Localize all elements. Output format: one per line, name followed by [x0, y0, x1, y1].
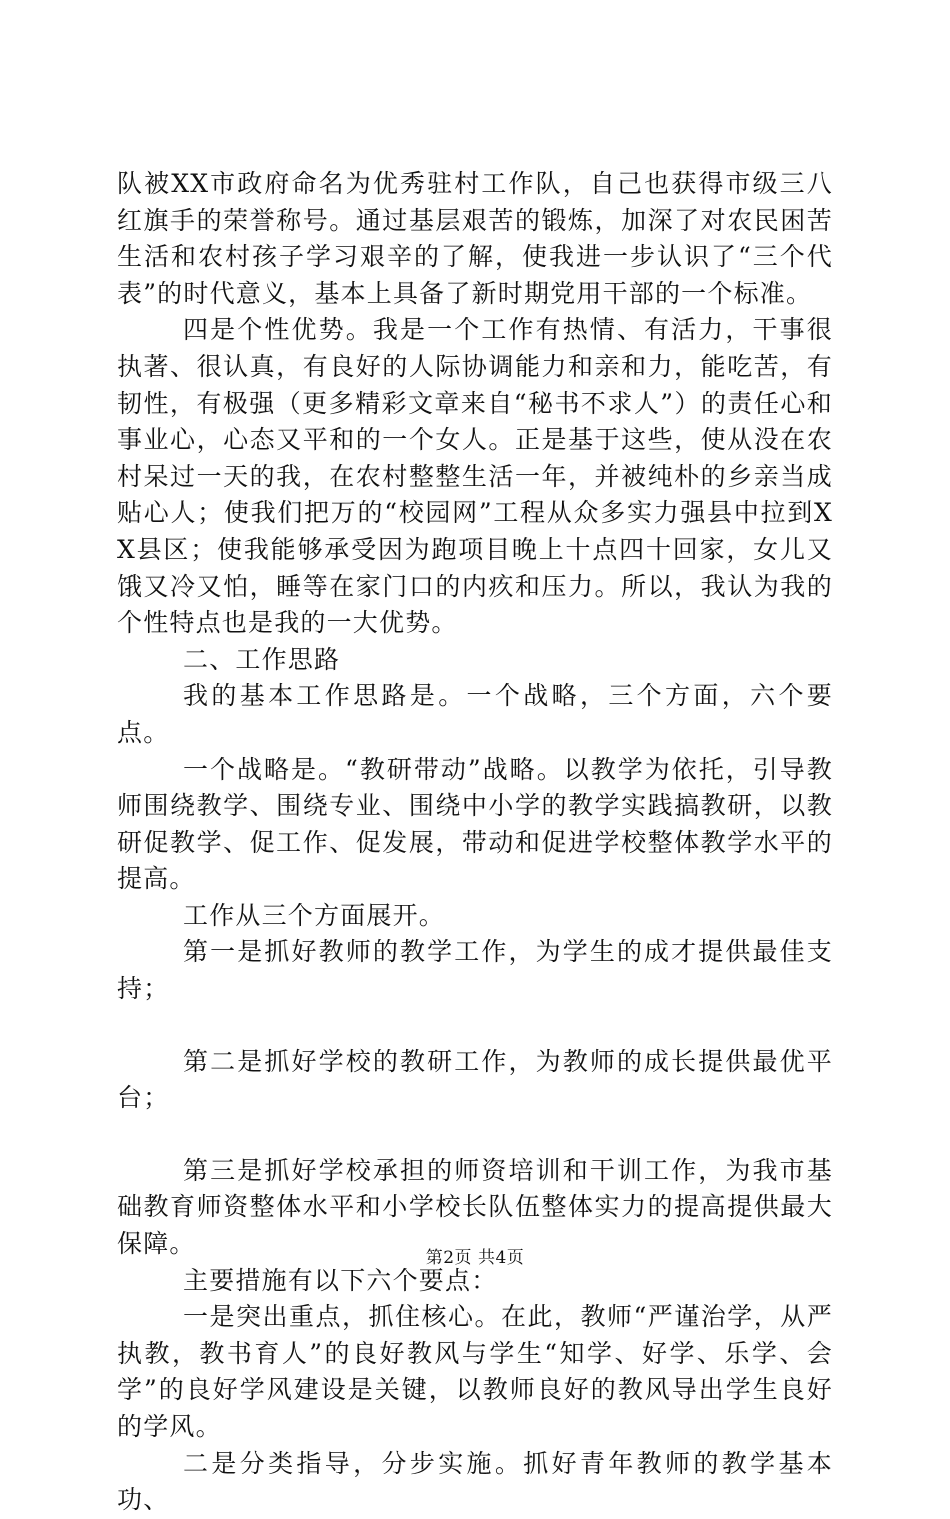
page-footer: 第2页 共4页 [425, 1248, 525, 1268]
paragraph-aspect-three: 第三是抓好学校承担的师资培训和干训工作，为我市基础教育师资整体水平和小学校长队伍整体实力的提高提供最大保障。 [117, 1155, 833, 1259]
paragraph-continuation: 队被XX市政府命名为优秀驻村工作队，自己也获得市级三八红旗手的荣誉称号。通过基层艰苦的锻炼，加深了对农民困苦生活和农村孩子学习艰辛的了解，使我进一步认识了“三个代表”的时代意义，基本上具备了新时期党用干部的一个标准。 [117, 169, 833, 308]
paragraph-strategy: 一个战略是。“教研带动”战略。以教学为依托，引导教师围绕教学、围绕专业、围绕中小学的教学实践搞教研，以教研促教学、促工作、促发展，带动和促进学校整体教学水平的提高。 [117, 754, 833, 894]
paragraph-basic-ideas: 我的基本工作思路是。一个战略，三个方面，六个要点。 [117, 681, 833, 747]
paragraph-point-two: 二是分类指导，分步实施。抓好青年教师的教学基本功、 [117, 1448, 833, 1515]
section-heading-work-ideas: 二、工作思路 [183, 644, 341, 674]
document-body [117, 166, 833, 1519]
paragraph-aspect-two: 第二是抓好学校的教研工作，为教师的成长提供最优平台； [117, 1046, 833, 1113]
paragraph-personality-advantage: 四是个性优势。我是一个工作有热情、有活力，干事很执著、很认真，有良好的人际协调能力和亲和力，能吃苦，有韧性，有极强（更多精彩文章来自“秘书不求人”）的责任心和事业心，心态又平和的一个女人。正是基于这些，使从没在农村呆过一天的我，在农村整整生活一年，并被纯朴的乡亲当成贴心人；使我们把万的“校园网”工程从众多实力强县中拉到XX县区；使我能够承受因为跑项目晚上十点四十回家，女儿又饿又冷又怕，睡等在家门口的内疚和压力。所以，我认为我的个性特点也是我的一大优势。 [117, 315, 833, 638]
paragraph-six-points: 主要措施有以下六个要点： [183, 1265, 498, 1295]
paragraph-three-aspects: 工作从三个方面展开。 [183, 900, 446, 930]
paragraph-point-one: 一是突出重点，抓住核心。在此，教师“严谨治学，从严执教，教书育人”的良好教风与学生“知学、好学、乐学、会学”的良好学风建设是关键，以教师良好的教风导出学生良好的学风。 [117, 1302, 833, 1441]
paragraph-aspect-one: 第一是抓好教师的教学工作，为学生的成才提供最佳支持； [117, 937, 833, 1004]
